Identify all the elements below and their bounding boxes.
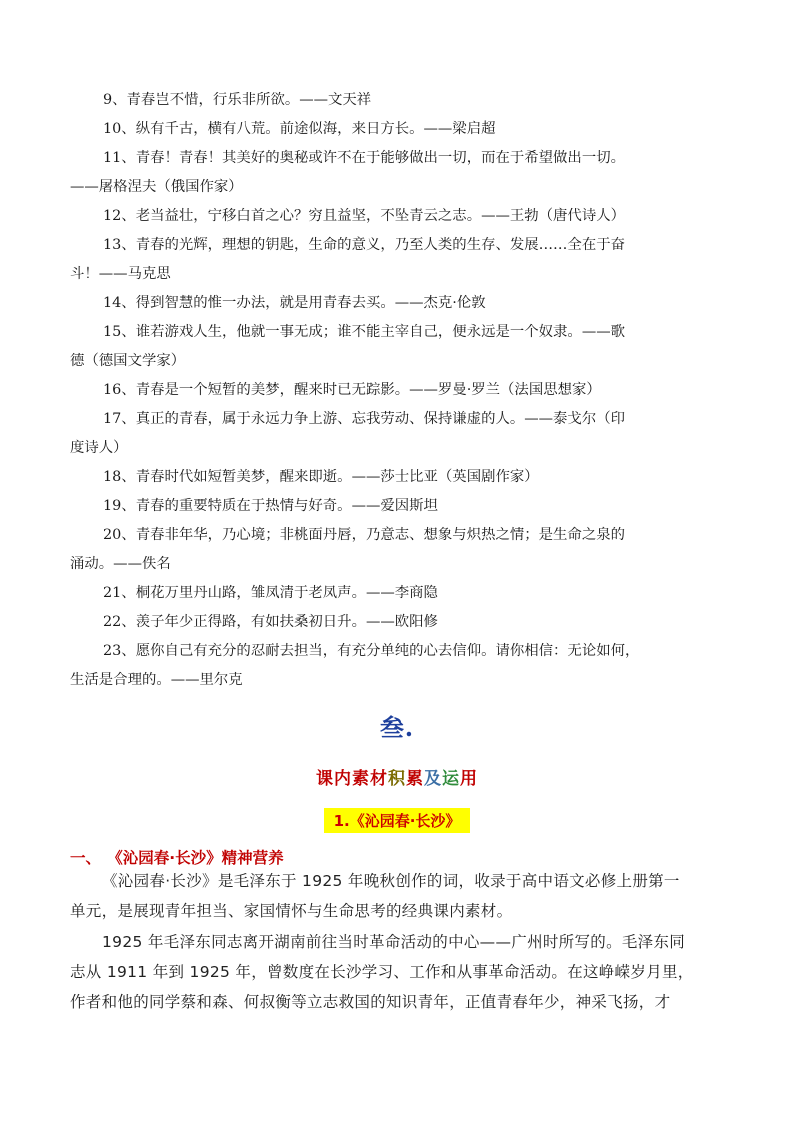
quote-item [70, 144, 726, 202]
heading-number: 一、 [70, 849, 102, 867]
quote-item [70, 115, 726, 144]
quote-item [70, 289, 726, 318]
quote-item [70, 521, 726, 579]
quote-continuation: 生活是合理的。——里尔克 [70, 672, 243, 688]
quote-line: 21、桐花万里丹山路，雏凤清于老凤声。——李商隐 [103, 585, 438, 601]
quote-continuation: 斗！——马克思 [70, 266, 171, 282]
subtitle-char: 及 [424, 769, 442, 789]
quote-line: 23、愿你自己有充分的忍耐去担当，有充分单纯的心去信仰。请你相信：无论如何， [103, 643, 640, 659]
quote-line: 16、青春是一个短暂的美梦，醒来时已无踪影。——罗曼·罗兰（法国思想家） [103, 382, 601, 398]
quote-line: 14、得到智慧的惟一办法，就是用青春去买。——杰克·伦敦 [103, 295, 486, 311]
subtitle-char: 积 [388, 769, 406, 789]
quote-item [70, 376, 726, 405]
section-subtitle [0, 764, 794, 789]
section-heading [70, 846, 284, 868]
quote-line: 10、纵有千古，横有八荒。前途似海，来日方长。——梁启超 [103, 121, 496, 137]
paragraph-line: 作者和他的同学蔡和森、何叔衡等立志救国的知识青年，正值青春年少，神采飞扬，才 [70, 993, 671, 1011]
quote-item [70, 202, 726, 231]
quote-continuation: 德（德国文学家） [70, 353, 186, 369]
quote-item [70, 608, 726, 637]
subtitle-char: 内 [334, 769, 352, 789]
subtitle-char: 累 [406, 769, 424, 789]
quote-line: 19、青春的重要特质在于热情与好奇。——爱因斯坦 [103, 498, 438, 514]
highlight-title-wrap [0, 808, 794, 833]
quote-item [70, 463, 726, 492]
quote-item [70, 318, 726, 376]
quote-item [70, 231, 726, 289]
subtitle-char: 用 [460, 769, 478, 789]
quote-line: 11、青春！青春！其美好的奥秘或许不在于能够做出一切，而在于希望做出一切。 [103, 150, 625, 166]
paragraph-line: 志从 1911 年到 1925 年，曾数度在长沙学习、工作和从事革命活动。在这峥嵘岁月里， [70, 963, 694, 981]
quote-item [70, 405, 726, 463]
paragraph-line: 《沁园春·长沙》是毛泽东于 1925 年晚秋创作的词，收录于高中语文必修上册第一 [102, 872, 680, 890]
quote-line: 22、羡子年少正得路，有如扶桑初日升。——欧阳修 [103, 614, 438, 630]
quote-continuation: 度诗人） [70, 440, 128, 456]
quote-item [70, 492, 726, 521]
quote-line: 17、真正的青春，属于永远力争上游、忘我劳动、保持谦虚的人。——泰戈尔（印 [103, 411, 625, 427]
paragraph-line: 单元，是展现青年担当、家国情怀与生命思考的经典课内素材。 [70, 902, 513, 920]
quote-item [70, 579, 726, 608]
subtitle-char: 课 [316, 769, 334, 789]
subtitle-char: 素 [352, 769, 370, 789]
paragraph-line: 1925 年毛泽东同志离开湖南前往当时革命活动的中心——广州时所写的。毛泽东同 [102, 933, 686, 951]
quote-continuation: ——屠格涅夫（俄国作家） [70, 179, 243, 195]
quote-line: 15、谁若游戏人生，他就一事无成；谁不能主宰自己，便永远是一个奴隶。——歌 [103, 324, 625, 340]
highlight-title: 1.《沁园春·长沙》 [324, 808, 471, 833]
quote-item [70, 637, 726, 695]
quote-item [70, 86, 726, 115]
subtitle-char: 材 [370, 769, 388, 789]
section-mark: 叁. [379, 713, 415, 742]
subtitle-char: 运 [442, 769, 460, 789]
body-paragraph [70, 866, 726, 926]
quote-line: 13、青春的光辉，理想的钥匙，生命的意义，乃至人类的生存、发展……全在于奋 [103, 237, 625, 253]
body-paragraph [70, 927, 726, 1017]
quote-line: 18、青春时代如短暂美梦，醒来即逝。——莎士比亚（英国剧作家） [103, 469, 539, 485]
heading-title: 《沁园春·长沙》精神营养 [115, 849, 284, 867]
quote-line: 9、青春岂不惜，行乐非所欲。——文天祥 [103, 92, 372, 108]
quote-line: 12、老当益壮，宁移白首之心？穷且益坚，不坠青云之志。——王勃（唐代诗人） [103, 208, 625, 224]
quote-continuation: 涌动。——佚名 [70, 556, 171, 572]
quote-line: 20、青春非年华，乃心境；非桃面丹唇，乃意志、想象与炽热之情；是生命之泉的 [103, 527, 625, 543]
